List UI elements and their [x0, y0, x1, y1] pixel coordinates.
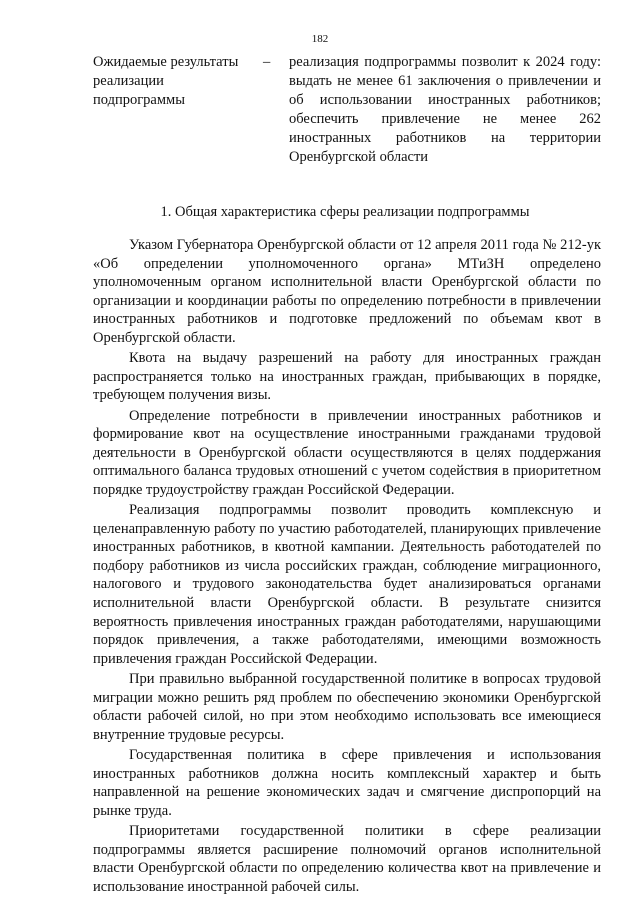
expected-results-text	[289, 53, 601, 167]
section-heading: 1. Общая характеристика сферы реализации подпрограммы	[160, 204, 530, 220]
paragraph: Квота на выдачу разрешений на работу для иностранных граждан распространяется только на иностранных граждан, прибывающих в порядке, требующем получения визы.	[93, 350, 601, 404]
paragraph: Определение потребности в привлечении иностранных работников и формирование квот на осуществление иностранными гражданами трудовой деятельности в Оренбургской области осуществляются в целях поддержания оптимального баланса трудовых отношений с учетом содействия в приоритетном порядке трудоустройству граждан Российской Федерации.	[93, 407, 601, 498]
paragraph: Указом Губернатора Оренбургской области от 12 апреля 2011 года № 212-ук «Об определении уполномоченного органа» МТиЗН определено уполномоченным органом исполнительной власти Оренбургской области по организации и координации работы по определению потребности в привлечении иностранных работников и подготовке предложений по объемам квот в Оренбургской области.	[93, 237, 601, 346]
paragraph: При правильно выбранной государственной политике в вопросах трудовой миграции можно решить ряд проблем по обеспечению экономики Оренбургской области рабочей силой, но при этом необходимо использовать все имеющиеся внутренние трудовые ресурсы.	[93, 671, 601, 743]
expected-results-line: выдать не менее 61 заключения о привлечении и об использовании иностранных работников;	[289, 73, 601, 108]
expected-results-line: реализация подпрограммы позволит к 2024 году:	[289, 54, 601, 70]
section-body	[93, 236, 601, 898]
expected-results-label: Ожидаемые результаты реализации подпрограммы	[93, 54, 239, 108]
expected-results-dash: –	[263, 54, 271, 70]
page-number: 182	[311, 33, 329, 45]
paragraph: Государственная политика в сфере привлечения и использования иностранных работников должна носить комплексный характер и быть направленной на решение экономических задач и смягчение диспропорций на рынке труда.	[93, 747, 601, 819]
expected-results-line: обеспечить привлечение не менее 262 иностранных работников на территории Оренбургской области	[289, 111, 601, 165]
paragraph: Реализация подпрограммы позволит проводить комплексную и целенаправленную работу по участию работодателей, планирующих привлечение иностранных работников, в квотной кампании. Деятельность работодателей по подбору работников из числа российских граждан, соблюдение миграционного, налогового и трудового законодательства будет анализироваться органами исполнительной власти Оренбургской области. В результате снизится вероятность привлечения иностранных граждан работодателями, нарушающими порядок привлечения, а также работодателями, имеющими возможность привлечения граждан Российской Федерации.	[93, 502, 601, 667]
paragraph: Приоритетами государственной политики в сфере реализации подпрограммы является расширение полномочий органов исполнительной власти Оренбургской области по определению количества квот на привлечение и использование иностранной рабочей силы.	[93, 822, 601, 895]
